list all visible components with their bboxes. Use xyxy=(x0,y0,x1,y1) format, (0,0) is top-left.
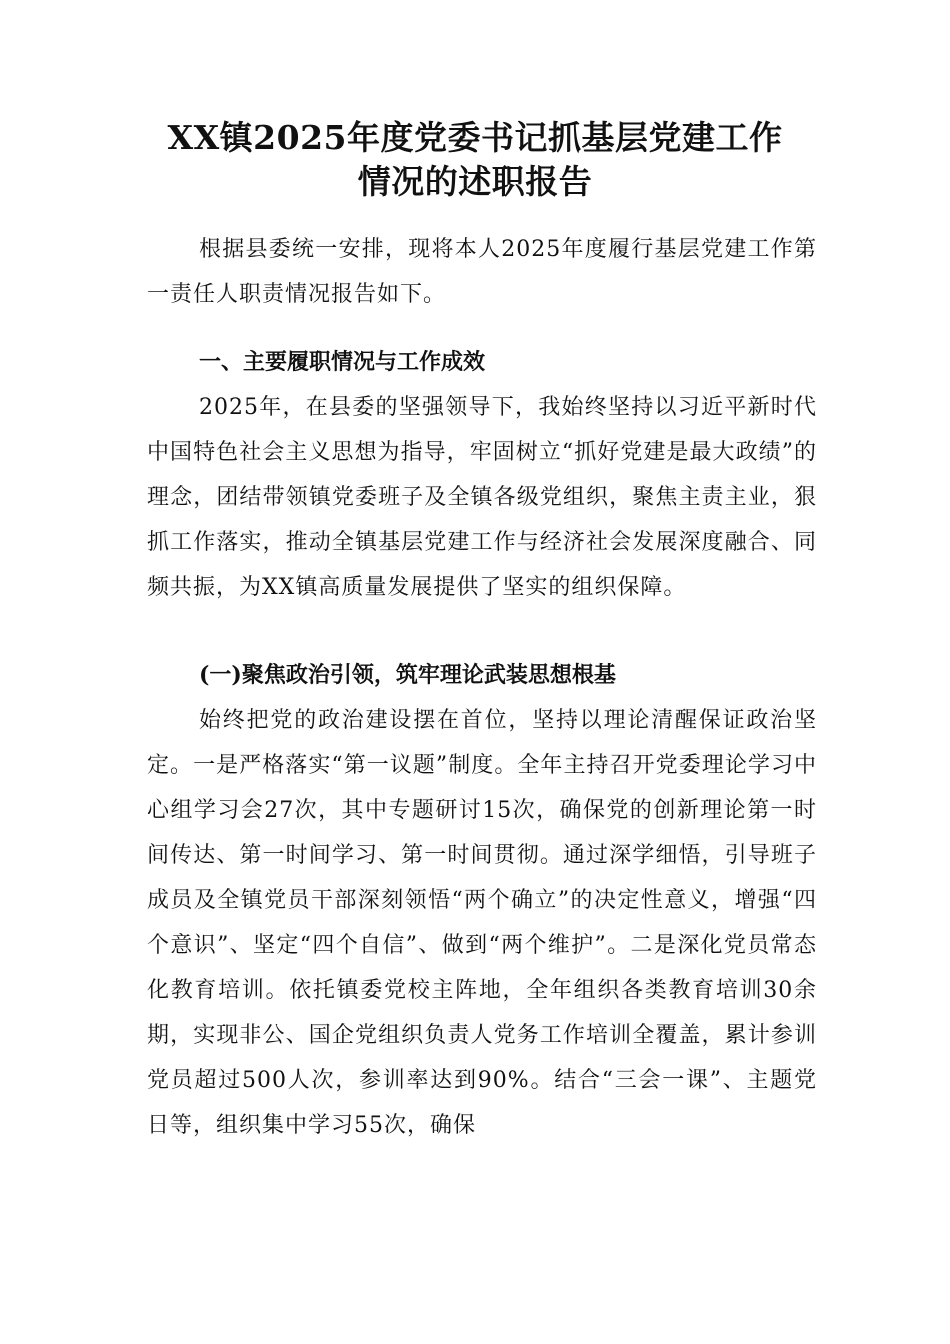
subsection-paragraph: 始终把党的政治建设摆在首位，坚持以理论清醒保证政治坚定。一是严格落实“第一议题”制度。全年主持召开党委理论学习中心组学习会27次，其中专题研讨15次，确保党的创新理论第一时间传达、第一时间学习、第一时间贯彻。通过深学细悟，引导班子成员及全镇党员干部深刻领悟“两个确立”的决定性意义，增强“四个意识”、坚定“四个自信”、做到“两个维护”。二是深化党员常态化教育培训。依托镇委党校主阵地，全年组织各类教育培训30余期，实现非公、国企党组织负责人党务工作培训全覆盖，累计参训党员超过500人次，参训率达到90%。结合“三会一课”、主题党日等，组织集中学习55次，确保 xyxy=(147,708,817,1138)
intro-paragraph: 根据县委统一安排，现将本人2025年度履行基层党建工作第一责任人职责情况报告如下。 xyxy=(147,237,817,307)
subsection-heading: (一)聚焦政治引领，筑牢理论武装思想根基 xyxy=(199,662,616,688)
document-title-line-2: 情况的述职报告 xyxy=(357,162,593,201)
section-paragraph: 2025年，在县委的坚强领导下，我始终坚持以习近平新时代中国特色社会主义思想为指导，牢固树立“抓好党建是最大政绩”的理念，团结带领镇党委班子及全镇各级党组织，聚焦主责主业，狠抓工作落实，推动全镇基层党建工作与经济社会发展深度融合、同频共振，为XX镇高质量发展提供了坚实的组织保障。 xyxy=(147,395,817,600)
section-heading: 一、主要履职情况与工作成效 xyxy=(199,350,486,375)
document-title-line-1: XX镇2025年度党委书记抓基层党建工作 xyxy=(167,118,783,157)
